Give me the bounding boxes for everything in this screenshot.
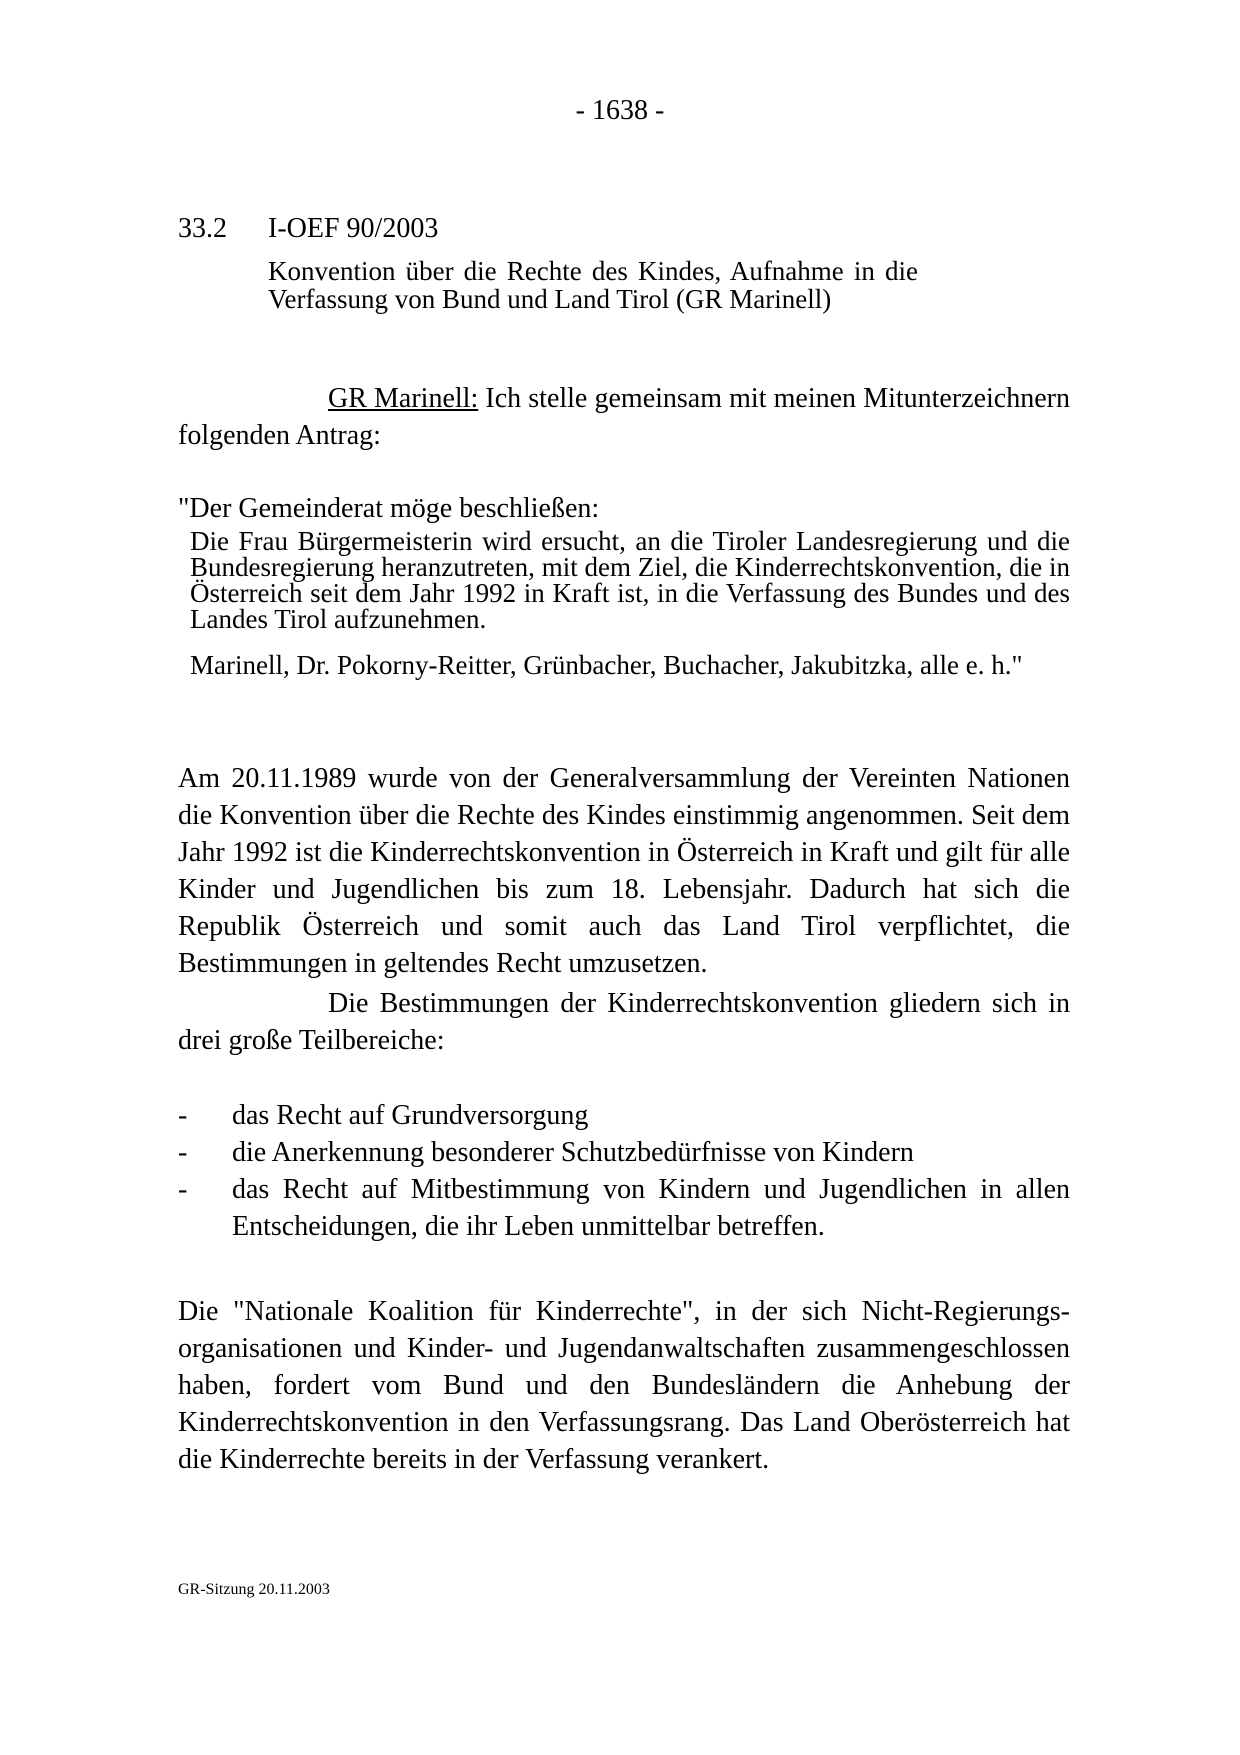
list-item bbox=[178, 1171, 1070, 1245]
list-item bbox=[178, 1097, 1070, 1134]
agenda-item-number: 33.2 bbox=[178, 213, 227, 244]
paragraph-areas-text: Die Bestimmungen der Kinderrechtskonvention gliedern sich in drei große Teilbereiche: bbox=[178, 988, 1070, 1056]
speaker-name: GR Marinell: bbox=[328, 383, 479, 414]
paragraph-areas-intro bbox=[178, 985, 1070, 1059]
motion-signers: Marinell, Dr. Pokorny-Reitter, Grünbacher, Buchacher, Jakubitzka, alle e. h." bbox=[190, 650, 1023, 680]
paragraph-history: Am 20.11.1989 wurde von der Generalversammlung der Vereinten Nationen die Konvention über die Rechte des Kindes einstimmig angenommen. Seit dem Jahr 1992 ist die Kinderrechtskonvention in Österreich in Kraft und gilt für alle Kinder und Jugendlichen bis zum 18. Lebensjahr. Dadurch hat sich die Republik Österreich und somit auch das Land Tirol verpflichtet, die Bestimmungen in geltendes Recht umzusetzen. bbox=[178, 763, 1070, 979]
list-item-text: die Anerkennung besonderer Schutzbedürfnisse von Kindern bbox=[232, 1137, 914, 1168]
bullet-marker: - bbox=[178, 1174, 188, 1205]
list-item-text: das Recht auf Mitbestimmung von Kindern und Jugendlichen in allen Entscheidungen, die ihr Leben unmittelbar betreffen. bbox=[232, 1174, 1070, 1242]
bullet-list bbox=[178, 1097, 1070, 1245]
bullet-marker: - bbox=[178, 1137, 188, 1168]
motion-body: Die Frau Bürgermeisterin wird ersucht, an die Tiroler Landesregierung und die Bundesregierung heranzutreten, mit dem Ziel, die Kinderrechtskonvention, die in Österreich seit dem Jahr 1992 in Kraft ist, in die Verfassung des Bundes und des Landes Tirol aufzunehmen. bbox=[190, 526, 1070, 634]
list-item bbox=[178, 1134, 1070, 1171]
agenda-item-reference: I-OEF 90/2003 bbox=[268, 213, 439, 244]
list-item-text: das Recht auf Grundversorgung bbox=[232, 1100, 589, 1131]
page-footer: GR-Sitzung 20.11.2003 bbox=[178, 1581, 330, 1598]
bullet-marker: - bbox=[178, 1100, 188, 1131]
agenda-item-title: Konvention über die Rechte des Kindes, Aufnahme in die Verfassung von Bund und Land Tirol (GR Marinell) bbox=[268, 256, 918, 314]
speech-paragraph bbox=[178, 380, 1070, 454]
speech-text: Ich stelle gemeinsam mit meinen Mitunterzeichnern folgenden Antrag: bbox=[178, 383, 1070, 451]
page-number: - 1638 - bbox=[575, 95, 665, 126]
paragraph-coalition: Die "Nationale Koalition für Kinderrechte", in der sich Nicht-Regierungsorganisationen und Kinder- und Jugendanwaltschaften zusammengeschlossen haben, fordert vom Bund und den Bundesländern die Anhebung der Kinderrechtskonvention in den Verfassungsrang. Das Land Oberösterreich hat die Kinderrechte bereits in der Verfassung verankert. bbox=[178, 1296, 1070, 1475]
motion-intro: "Der Gemeinderat möge beschließen: bbox=[178, 493, 600, 524]
